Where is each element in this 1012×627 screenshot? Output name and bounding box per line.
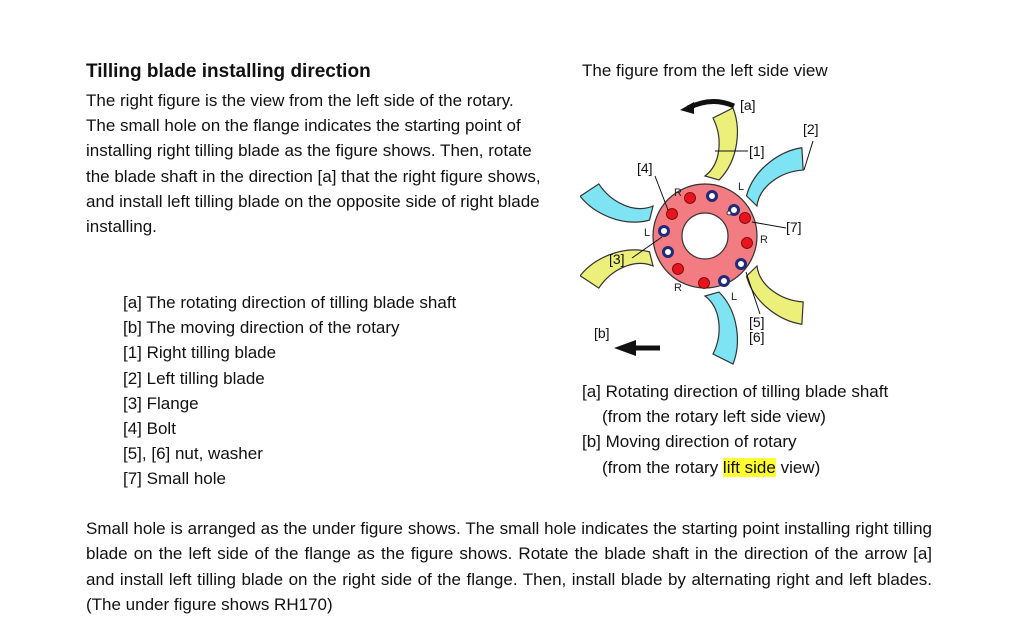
legend-item: [7] Small hole [123, 469, 226, 489]
label-2: [2] [803, 121, 819, 137]
right-blade [705, 108, 737, 180]
highlighted-text: lift side [722, 457, 776, 477]
label-1: [1] [749, 143, 765, 159]
right-mark: R [674, 282, 682, 294]
caption-text: view) [775, 457, 821, 477]
blade-diagram [580, 88, 840, 370]
rotation-arrow-head [680, 102, 694, 114]
flange-center-hole [682, 213, 728, 259]
section-title: Tilling blade installing direction [86, 61, 371, 82]
nut-washer [708, 192, 717, 201]
left-mark: L [731, 291, 738, 303]
intro-paragraph: The right figure is the view from the left side of the rotary. The small hole on the flange indicates the starting point of installing right tilling blade as the figure shows. Then, rotate the blade shaft in the direction [a] that the right figure shows, and install left tilling blade on the opposite side of right blade installing. [86, 91, 541, 237]
nut-washer [737, 260, 746, 269]
moving-arrow-head [614, 340, 636, 356]
caption-line: (from the rotary left side view) [602, 407, 826, 427]
caption-line: [b] Moving direction of rotary [582, 432, 797, 452]
nut-washer [720, 277, 729, 286]
label-6: [6] [749, 329, 765, 345]
label-3: [3] [609, 251, 625, 267]
bolt [699, 278, 710, 289]
bottom-paragraph: Small hole is arranged as the under figure shows. The small hole indicates the starting point installing right tilling blade on the left side of the flange as the figure shows. Rotate the blade shaft in the direction of the arrow [a] and install left tilling blade on the right side of the flange. Then, install blade by alternating right and left blades. (The under figure shows RH170) [86, 519, 932, 614]
right-blade [580, 236, 657, 300]
left-mark: L [738, 181, 745, 193]
legend-list [123, 290, 456, 492]
nut-washer [664, 248, 673, 257]
right-mark: R [760, 234, 768, 246]
label-5: [5] [749, 314, 765, 330]
label-b: [b] [594, 325, 610, 341]
label-4: [4] [637, 160, 653, 176]
label-a: [a] [740, 97, 756, 113]
rotation-arrow [688, 101, 734, 108]
caption-text: (from the rotary [602, 457, 723, 477]
bolt [667, 209, 678, 220]
legend-item: [1] Right tilling blade [123, 343, 277, 363]
small-hole [727, 211, 731, 215]
bolt [685, 193, 696, 204]
bolt [742, 238, 753, 249]
legend-item: [b] The moving direction of the rotary [123, 318, 400, 338]
bolt [673, 264, 684, 275]
label-7: [7] [786, 219, 802, 235]
bolt [740, 213, 751, 224]
figure-title: The figure from the left side view [582, 61, 828, 80]
legend-item: [4] Bolt [123, 419, 176, 439]
caption-line: [a] Rotating direction of tilling blade shaft [582, 382, 889, 401]
legend-item: [a] The rotating direction of tilling blade shaft [123, 293, 457, 312]
left-mark: L [644, 227, 651, 239]
right-mark: R [674, 187, 682, 199]
legend-item: [3] Flange [123, 393, 199, 413]
figure-caption [582, 379, 888, 480]
caption-line [582, 455, 888, 480]
legend-item: [2] Left tilling blade [123, 368, 265, 388]
legend-item: [5], [6] nut, washer [123, 444, 263, 464]
nut-washer [660, 227, 669, 236]
